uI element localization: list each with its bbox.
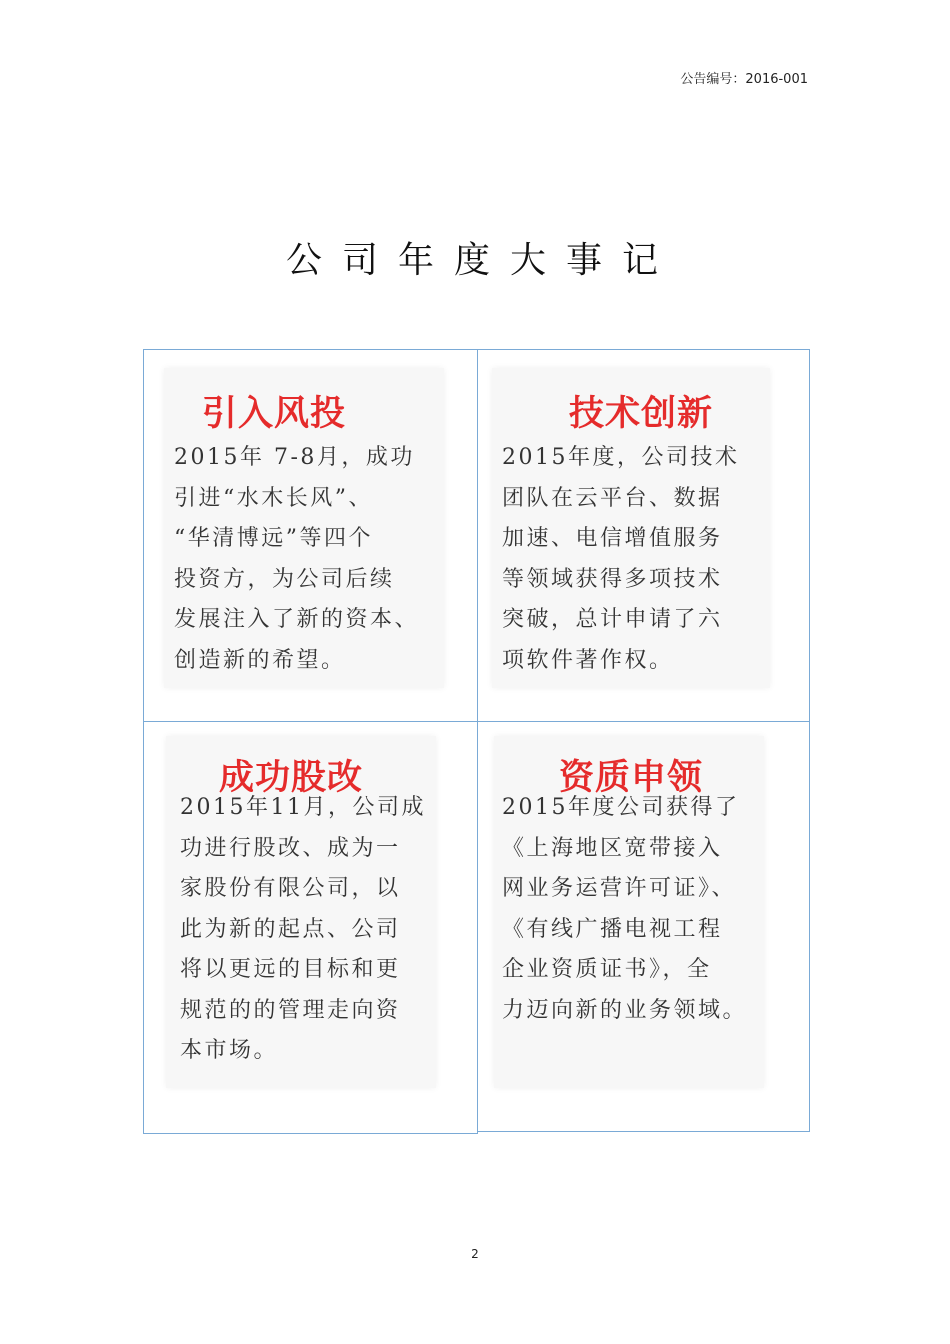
event-text-line: 创造新的希望。 (174, 647, 346, 673)
event-body (180, 788, 432, 1072)
event-text-line: 网业务运营许可证》、 (502, 876, 737, 901)
event-body (502, 438, 766, 681)
page-number: 2 (471, 1247, 479, 1261)
event-text-line: “华清博远”等四个 (174, 526, 373, 551)
event-text-line: 2015年 7-8月，成功 (174, 445, 415, 470)
notice-number: 公告编号：2016-001 (680, 72, 808, 87)
event-text-line: 2015年11月，公司成 (180, 795, 426, 820)
event-text-line: 投资方，为公司后续 (174, 566, 395, 592)
event-text-line: 加速、电信增值服务 (502, 526, 723, 551)
events-grid (143, 349, 810, 1133)
event-text-line: 《有线广播电视工程 (502, 916, 723, 942)
event-title: 资质申领 (558, 758, 703, 798)
event-text-line: 突破，总计申请了六 (502, 607, 723, 632)
event-title: 成功股改 (218, 758, 363, 798)
event-title: 技术创新 (568, 394, 713, 434)
event-text-line: 团队在云平台、数据 (502, 485, 723, 511)
event-text-line: 本市场。 (180, 1038, 279, 1063)
event-cell-venture-capital (143, 349, 478, 722)
event-cell-tech-innovation (477, 349, 810, 722)
event-text-line: 2015年度公司获得了 (502, 795, 740, 820)
event-text-line: 《上海地区宽带接入 (502, 835, 723, 861)
event-text-line: 力迈向新的业务领域。 (502, 997, 748, 1023)
event-text-line: 功进行股改、成为一 (180, 835, 401, 861)
event-text-line: 等领域获得多项技术 (502, 566, 723, 592)
event-text-line: 此为新的起点、公司 (180, 916, 401, 942)
event-panel (494, 736, 764, 1088)
event-text-line: 发展注入了新的资本、 (174, 607, 420, 632)
event-cell-shareholding-reform (143, 721, 478, 1134)
event-cell-qualification (477, 721, 810, 1132)
event-panel (492, 368, 770, 688)
event-body (502, 788, 760, 1031)
event-text-line: 项软件著作权。 (502, 647, 674, 673)
event-text-line: 规范的的管理走向资 (180, 997, 401, 1023)
event-text-line: 将以更远的目标和更 (180, 957, 401, 982)
event-text-line: 企业资质证书》，全 (502, 957, 712, 982)
event-text-line: 引进“水木长风”、 (174, 485, 373, 511)
event-text-line: 家股份有限公司，以 (180, 876, 401, 901)
event-title: 引入风投 (201, 394, 346, 434)
page-title: 公司年度大事记 (285, 240, 678, 281)
event-panel (166, 736, 436, 1088)
event-body (174, 438, 440, 681)
event-text-line: 2015年度，公司技术 (502, 445, 740, 470)
event-panel (164, 368, 444, 688)
